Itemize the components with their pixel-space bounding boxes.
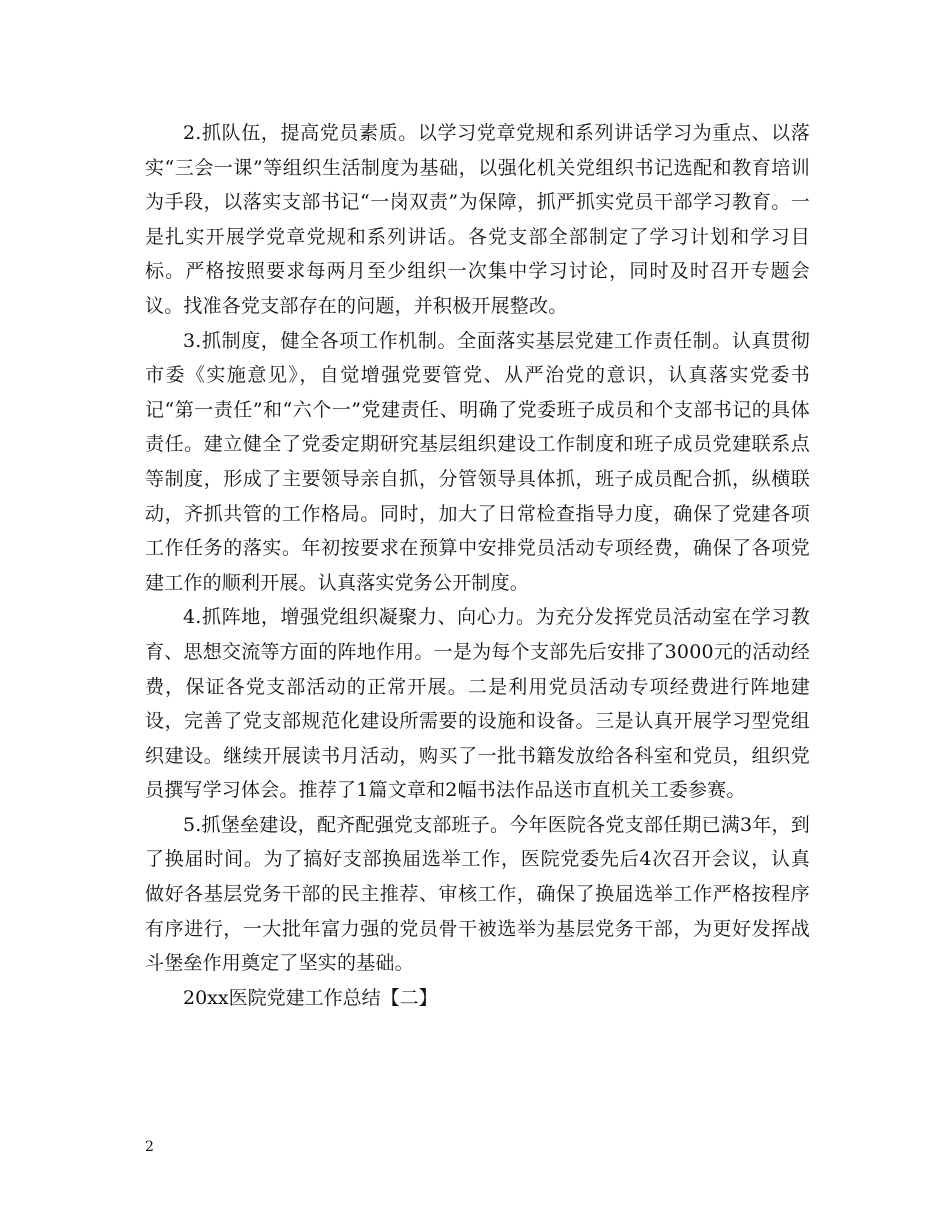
section-heading: 20xx医院党建工作总结【二】 <box>183 986 438 1009</box>
paragraph-team-building: 2.抓队伍，提高党员素质。以学习党章党规和系列讲话学习为重点、以落实“三会一课”等组织生活制度为基础，以强化机关党组织书记选配和教育培训为手段，以落实支部书记“一岗双责”为保障，抓严抓实党员干部学习教育。一是扎实开展学党章党规和系列讲话。各党支部全部制定了学习计划和学习目标。严格按照要求每两月至少组织一次集中学习讨论，同时及时召开专题会议。找准各党支部存在的问题，并积极开展整改。 <box>145 122 810 317</box>
page-number: 2 <box>145 1139 154 1155</box>
paragraph-position-building: 4.抓阵地，增强党组织凝聚力、向心力。为充分发挥党员活动室在学习教育、思想交流等方面的阵地作用。一是为每个支部先后安排了3000元的活动经费，保证各党支部活动的正常开展。二是利用党员活动专项经费进行阵地建设，完善了党支部规范化建设所需要的设施和设备。三是认真开展学习型党组织建设。继续开展读书月活动，购买了一批书籍发放给各科室和党员，组织党员撰写学习体会。推荐了1篇文章和2幅书法作品送市直机关工委参赛。 <box>145 606 810 802</box>
paragraph-system-building: 3.抓制度，健全各项工作机制。全面落实基层党建工作责任制。认真贯彻市委《实施意见》，自觉增强党要管党、从严治党的意识，认真落实党委书记“第一责任”和“六个一”党建责任、明确了党委班子成员和个支部书记的具体责任。建立健全了党委定期研究基层组织建设工作制度和班子成员党建联系点等制度，形成了主要领导亲自抓，分管领导具体抓，班子成员配合抓，纵横联动，齐抓共管的工作格局。同时，加大了日常检查指导力度，确保了党建各项工作任务的落实。年初按要求在预算中安排党员活动专项经费，确保了各项党建工作的顺利开展。认真落实党务公开制度。 <box>145 329 810 594</box>
paragraph-fortress-building: 5.抓堡垒建设，配齐配强党支部班子。今年医院各党支部任期已满3年，到了换届时间。为了搞好支部换届选举工作，医院党委先后4次召开会议，认真做好各基层党务干部的民主推荐、审核工作，确保了换届选举工作严格按程序有序进行，一大批年富力强的党员骨干被选举为基层党务干部，为更好发挥战斗堡垒作用奠定了坚实的基础。 <box>145 813 810 975</box>
document-body <box>145 116 810 1015</box>
